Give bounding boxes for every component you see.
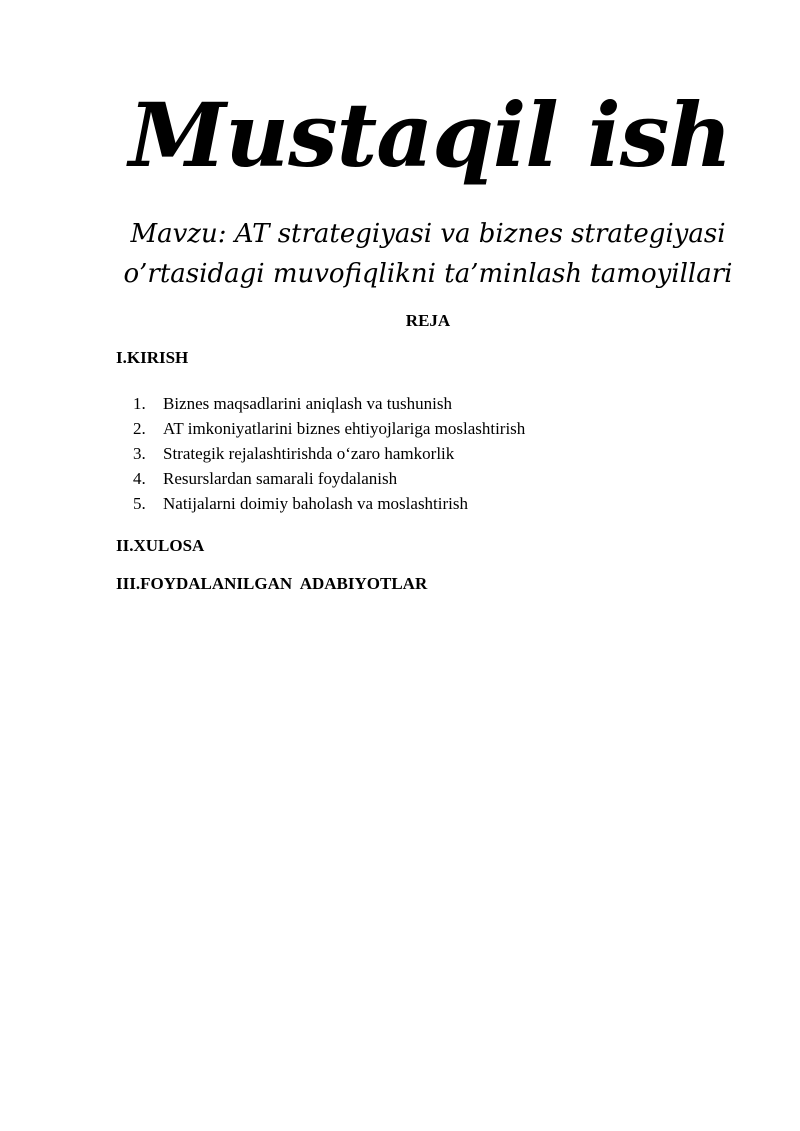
list-item-number: 3. [133,444,146,463]
list-item [133,466,525,491]
plan-list [133,391,525,516]
list-item-number: 4. [133,469,146,488]
plan-heading: REJA [405,311,451,330]
list-item-text: Strategik rejalashtirishda o‘zaro hamkorlik [163,444,455,463]
list-item [133,391,525,416]
document-subtitle [0,214,800,294]
list-item [133,491,525,516]
document-title: Mustaqil ish [128,83,732,187]
list-item-text: Biznes maqsadlarini aniqlash va tushunish [163,394,452,413]
list-item-text: Natijalarni doimiy baholash va moslashtirish [163,494,469,513]
list-item [133,416,525,441]
list-item-text: Resurslardan samarali foydalanish [163,469,398,488]
list-item [133,441,525,466]
list-item-number: 2. [133,419,146,438]
section-references: III.FOYDALANILGAN ADABIYOTLAR [116,574,428,593]
list-item-number: 5. [133,494,146,513]
subtitle-line-1: Mavzu: AT strategiyasi va biznes strategiyasi [130,219,726,249]
list-item-text: AT imkoniyatlarini biznes ehtiyojlariga moslashtirish [163,419,526,438]
list-item-number: 1. [133,394,146,413]
section-conclusion: II.XULOSA [116,536,205,555]
section-intro: I.KIRISH [116,348,189,367]
subtitle-line-2: o’rtasidagi muvofiqlikni ta’minlash tamoyillari [123,259,733,289]
